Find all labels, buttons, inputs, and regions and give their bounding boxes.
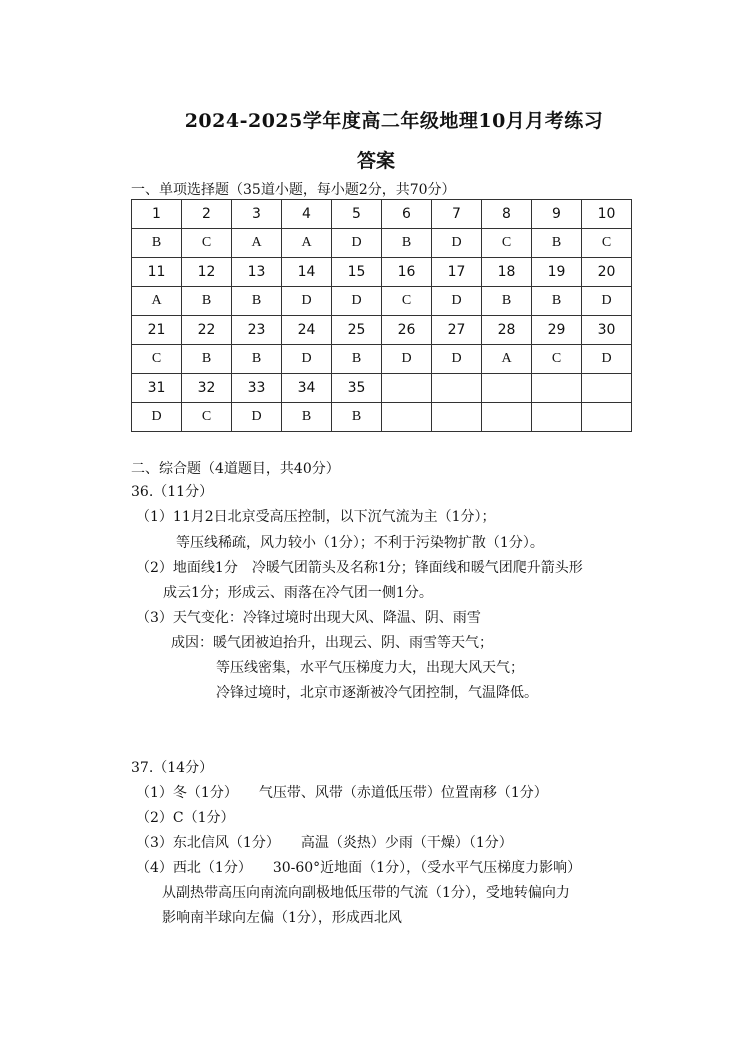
q37-line: 从副热带高压向南流向副极地低压带的气流（1分），受地转偏向力: [162, 885, 570, 901]
answer-cell: B: [482, 287, 532, 316]
q37-line: （3）东北信风（1分） 高温（炎热）少雨（干燥）（1分）: [136, 835, 513, 851]
answer-cell: C: [582, 229, 632, 258]
question-number-cell: 4: [282, 200, 332, 229]
q36-line: 成因：暖气团被迫抬升，出现云、阴、雨雪等天气；: [171, 635, 493, 651]
answer-cell: B: [232, 345, 282, 374]
answer-cell: [582, 403, 632, 432]
question-number-cell: 29: [532, 316, 582, 345]
question-number-cell: [582, 374, 632, 403]
answer-cell: C: [532, 345, 582, 374]
answer-cell: D: [582, 345, 632, 374]
question-number-cell: 15: [332, 258, 382, 287]
answer-cell: A: [482, 345, 532, 374]
question-number-cell: 19: [532, 258, 582, 287]
answer-cell: B: [132, 229, 182, 258]
answer-cell: D: [382, 345, 432, 374]
answer-cell: B: [182, 345, 232, 374]
answer-cell: B: [532, 229, 582, 258]
question-number-cell: 9: [532, 200, 582, 229]
answer-cell: D: [332, 229, 382, 258]
answer-cell: B: [382, 229, 432, 258]
question-number-cell: 23: [232, 316, 282, 345]
q37-line: （4）西北（1分） 30-60°近地面（1分），（受水平气压梯度力影响）: [136, 860, 582, 876]
question-number-cell: 12: [182, 258, 232, 287]
answer-cell: C: [132, 345, 182, 374]
question-number-cell: 25: [332, 316, 382, 345]
answer-cell: D: [132, 403, 182, 432]
answer-cell: D: [432, 287, 482, 316]
question-number-row: [132, 316, 632, 345]
question-number-cell: 10: [582, 200, 632, 229]
question-number-cell: 27: [432, 316, 482, 345]
question-number-cell: 14: [282, 258, 332, 287]
question-number-cell: 2: [182, 200, 232, 229]
q36-line: 冷锋过境时，北京市逐渐被冷气团控制，气温降低。: [216, 685, 538, 701]
question-number-row: [132, 200, 632, 229]
answer-subtitle: 答案: [356, 150, 395, 172]
answer-cell: C: [382, 287, 432, 316]
answer-cell: D: [282, 287, 332, 316]
q36-line: （1）11月2日北京受高压控制，以下沉气流为主（1分）；: [136, 509, 496, 525]
answer-row: [132, 345, 632, 374]
answer-cell: B: [532, 287, 582, 316]
answer-cell: B: [282, 403, 332, 432]
question-number-cell: 35: [332, 374, 382, 403]
q36-line: 等压线密集，水平气压梯度力大，出现大风天气；: [216, 660, 524, 676]
answer-cell: B: [332, 345, 382, 374]
q36-heading: 36.（11分）: [131, 484, 214, 500]
section2-heading: 二、综合题（4道题目，共40分）: [131, 461, 340, 477]
question-number-cell: [482, 374, 532, 403]
document-title: 2024-2025学年度高二年级地理10月月考练习: [184, 110, 604, 132]
question-number-cell: 30: [582, 316, 632, 345]
answer-cell: D: [582, 287, 632, 316]
q36-line: 成云1分；形成云、雨落在冷气团一侧1分。: [163, 585, 433, 601]
question-number-cell: 5: [332, 200, 382, 229]
answer-cell: C: [182, 403, 232, 432]
answer-cell: [532, 403, 582, 432]
section1-heading: 一、单项选择题（35道小题，每小题2分，共70分）: [131, 182, 456, 198]
question-number-cell: [432, 374, 482, 403]
answer-cell: A: [132, 287, 182, 316]
answer-cell: D: [282, 345, 332, 374]
answer-cell: D: [432, 345, 482, 374]
answer-cell: C: [482, 229, 532, 258]
question-number-cell: 13: [232, 258, 282, 287]
answer-cell: C: [182, 229, 232, 258]
q37-line: （1）冬（1分） 气压带、风带（赤道低压带）位置南移（1分）: [136, 785, 548, 801]
q36-line: （2）地面线1分 冷暖气团箭头及名称1分；锋面线和暖气团爬升箭头形: [136, 560, 583, 576]
question-number-cell: [532, 374, 582, 403]
question-number-cell: 22: [182, 316, 232, 345]
question-number-cell: 24: [282, 316, 332, 345]
question-number-cell: 16: [382, 258, 432, 287]
answer-cell: D: [432, 229, 482, 258]
answer-cell: B: [232, 287, 282, 316]
question-number-cell: 3: [232, 200, 282, 229]
question-number-cell: 34: [282, 374, 332, 403]
answer-cell: D: [332, 287, 382, 316]
question-number-cell: 11: [132, 258, 182, 287]
q36-line: （3）天气变化：冷锋过境时出现大风、降温、阴、雨雪: [136, 610, 481, 626]
answer-cell: [382, 403, 432, 432]
answer-cell: [482, 403, 532, 432]
q37-heading: 37.（14分）: [131, 760, 214, 776]
question-number-cell: 1: [132, 200, 182, 229]
answer-cell: A: [232, 229, 282, 258]
question-number-cell: 33: [232, 374, 282, 403]
answer-cell: A: [282, 229, 332, 258]
question-number-row: [132, 374, 632, 403]
answer-cell: B: [332, 403, 382, 432]
question-number-cell: 26: [382, 316, 432, 345]
answer-cell: B: [182, 287, 232, 316]
answer-cell: D: [232, 403, 282, 432]
answer-row: [132, 403, 632, 432]
question-number-cell: [382, 374, 432, 403]
answer-row: [132, 287, 632, 316]
q37-line: （2）C（1分）: [136, 810, 235, 826]
question-number-cell: 18: [482, 258, 532, 287]
question-number-cell: 32: [182, 374, 232, 403]
answer-row: [132, 229, 632, 258]
question-number-cell: 6: [382, 200, 432, 229]
question-number-cell: 28: [482, 316, 532, 345]
question-number-cell: 8: [482, 200, 532, 229]
question-number-cell: 7: [432, 200, 482, 229]
question-number-cell: 31: [132, 374, 182, 403]
question-number-cell: 17: [432, 258, 482, 287]
answer-table: [131, 199, 632, 432]
q37-line: 影响南半球向左偏（1分），形成西北风: [162, 910, 402, 926]
answer-cell: [432, 403, 482, 432]
question-number-cell: 21: [132, 316, 182, 345]
q36-line: 等压线稀疏，风力较小（1分）；不利于污染物扩散（1分）。: [176, 535, 544, 551]
question-number-cell: 20: [582, 258, 632, 287]
question-number-row: [132, 258, 632, 287]
